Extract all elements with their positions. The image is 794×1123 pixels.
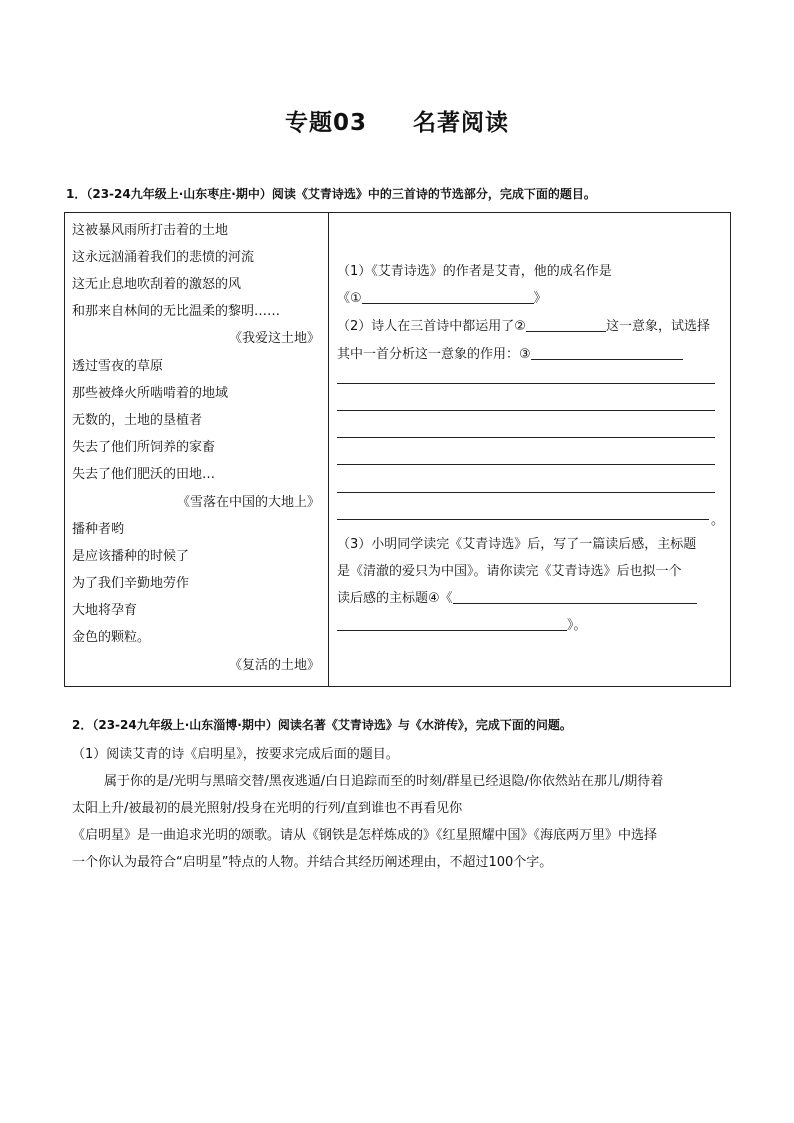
poem-excerpt-line: 太阳上升/被最初的晨光照射/投身在光明的行列/直到谁也不再看见你: [72, 801, 463, 816]
sub-question-1-answer: 《① 》: [337, 291, 547, 306]
title-main: 专题03: [284, 110, 367, 136]
answer-line[interactable]: [337, 464, 715, 465]
question-2-header: 2．（23-24九年级上·山东淄博·期中）阅读名著《艾青诗选》与《水浒传》，完成下面的问题。: [72, 718, 572, 732]
answer-line[interactable]: [337, 519, 709, 520]
questions-cell: [329, 213, 731, 687]
answer-blank-1[interactable]: [362, 290, 534, 304]
answer-line[interactable]: [337, 492, 715, 493]
page-title: [0, 104, 794, 137]
sub-question-3-line2: 是《清澈的爱只为中国》。请你读完《艾青诗选》后也拟一个: [337, 564, 682, 579]
poem-line: 失去了他们肥沃的田地…: [72, 467, 216, 482]
task-line: 一个你认为最符合“启明星”特点的人物。并结合其经历阐述理由，不超过100个字。: [72, 855, 553, 870]
sub-question-3-line4: 》。: [337, 614, 587, 633]
poem-title: 《复活的土地》: [228, 658, 320, 673]
poem-excerpt-line: 属于你的是/光明与黑暗交替/黑夜逃遁/白日追踪而至的时刻/群星已经退隐/你依然站在那儿/期待着: [104, 774, 664, 789]
poem-line: 失去了他们所饲养的家畜: [72, 440, 216, 455]
answer-blank-2[interactable]: [526, 318, 606, 332]
poem-line: 大地将孕育: [72, 603, 138, 618]
poem-line: 为了我们辛勤地劳作: [72, 576, 190, 591]
title-sub: 名著阅读: [413, 110, 509, 136]
task-line: 《启明星》是一曲追求光明的颂歌。请从《钢铁是怎样炼成的》《红星照耀中国》《海底两万里》中选择: [72, 828, 658, 843]
poem-line: 金色的颗粒。: [72, 630, 151, 645]
poem-line: 和那来自林间的无比温柔的黎明……: [72, 304, 281, 319]
question-1-header: 1．（23-24九年级上·山东枣庄·期中）阅读《艾青诗选》中的三首诗的节选部分，完成下面的题目。: [66, 187, 596, 201]
poem-line: 播种者哟: [72, 522, 125, 537]
sub-question-1: （1）《艾青诗选》的作者是艾青，他的成名作是: [337, 264, 612, 279]
poem-title: 《我爱这土地》: [228, 331, 320, 346]
sub-question-2: （2）诗人在三首诗中都运用了② 这一意象，试选择: [337, 319, 710, 334]
sub-question-2-line2: 其中一首分析这一意象的作用：③: [337, 343, 683, 362]
sub-question-3: （3）小明同学读完《艾青诗选》后，写了一篇读后感，主标题: [337, 537, 697, 552]
sub-question-2-end: 。: [711, 513, 725, 528]
poem-line: 无数的，土地的垦植者: [72, 413, 203, 428]
answer-blank-4[interactable]: [453, 590, 697, 604]
answer-blank-3[interactable]: [531, 346, 683, 360]
poem-line: 那些被烽火所啮啃着的地域: [72, 386, 229, 401]
poem-line: 这被暴风雨所打击着的土地: [72, 223, 229, 238]
answer-line[interactable]: [337, 437, 715, 438]
sub-question-3-line3: 读后感的主标题④《: [337, 587, 697, 606]
question-2-sub-1: （1）阅读艾青的诗《启明星》，按要求完成后面的题目。: [72, 747, 399, 762]
poem-cell: [65, 213, 329, 687]
poem-line: 这永远汹涌着我们的悲愤的河流: [72, 250, 255, 265]
poem-line: 透过雪夜的草原: [72, 359, 164, 374]
answer-line[interactable]: [337, 410, 715, 411]
poem-line: 这无止息地吹刮着的激怒的风: [72, 277, 242, 292]
poem-line: 是应该播种的时候了: [72, 549, 190, 564]
poem-title: 《雪落在中国的大地上》: [176, 495, 320, 510]
answer-blank-4-cont[interactable]: [337, 617, 567, 631]
question-1-table: [64, 212, 731, 687]
answer-line[interactable]: [337, 383, 715, 384]
